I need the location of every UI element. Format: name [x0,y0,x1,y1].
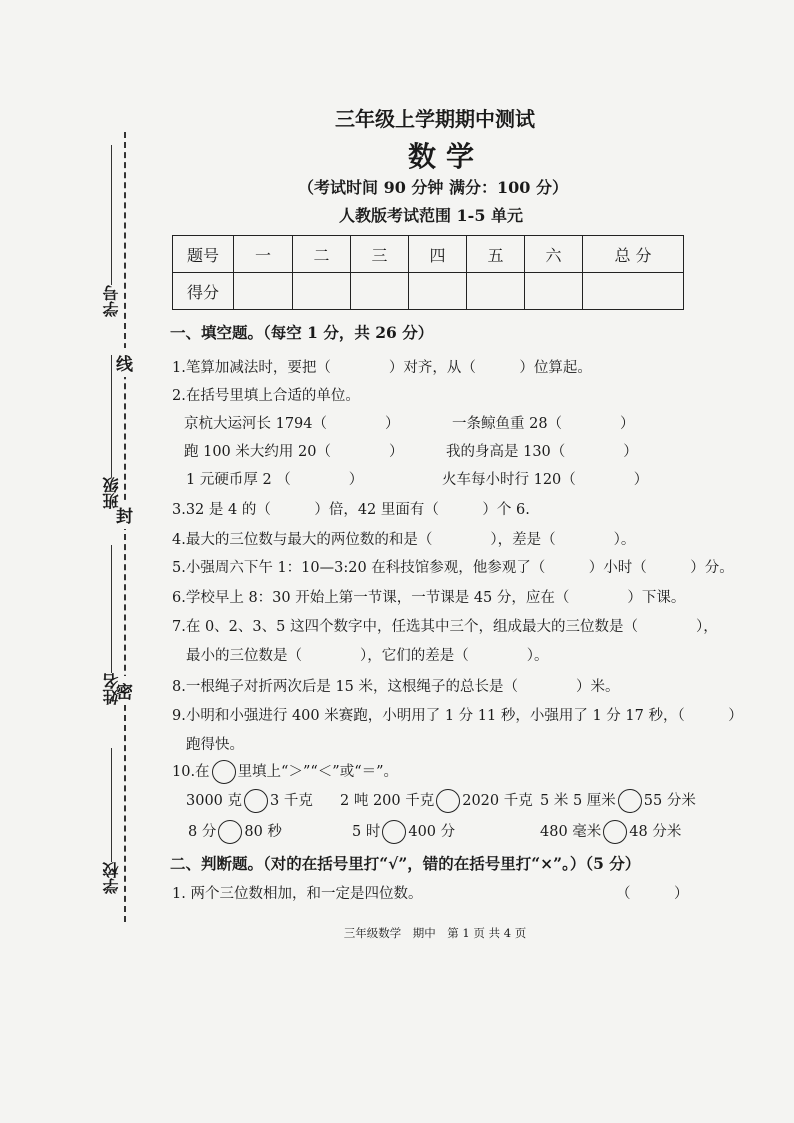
compare-item-5 [352,820,455,844]
compare-item-1-answer-circle[interactable] [244,789,268,813]
compare-item-5-left: 5 时 [352,824,381,840]
score-table-col-total: 总 分 [583,236,684,273]
score-cell-3[interactable] [351,273,409,310]
score-table-col-4: 四 [409,236,467,273]
student-number-label: 学号 [101,285,121,317]
compare-item-3-left: 5 米 5 厘米 [540,793,616,809]
question-1-2-item-2[interactable]: 一条鲸鱼重 28（ ） [452,416,635,432]
compare-item-2-answer-circle[interactable] [436,789,460,813]
score-table-header-row [173,236,684,273]
question-1-3[interactable]: 3.32 是 4 的（ ）倍，42 里面有（ ）个 6. [172,502,530,518]
student-name-field [88,545,134,705]
question-1-2-item-5[interactable]: 1 元硬币厚 2 （ ） [186,472,364,488]
question-1-5[interactable]: 5.小强周六下午 1：10—3:20 在科技馆参观，他参观了（ ）小时（ ）分。 [172,560,734,576]
exam-info: （考试时间 90 分钟 满分：100 分） [298,178,568,197]
question-1-2-item-3[interactable]: 跑 100 米大约用 20（ ） [184,444,404,460]
score-cell-5[interactable] [467,273,525,310]
score-table-col-2: 二 [293,236,351,273]
compare-circle-icon [212,760,236,784]
seal-mark-feng: 封 [116,500,133,529]
question-2-1: 1. 两个三位数相加，和一定是四位数。 [172,886,423,902]
school-line[interactable] [111,748,112,862]
question-1-7-line-2[interactable]: 最小的三位数是（ ），它们的差是（ ）。 [186,648,549,664]
subject-title: 数学 [407,140,484,173]
score-cell-2[interactable] [293,273,351,310]
question-1-10 [172,760,398,784]
page-footer: 三年级数学 期中 第 1 页 共 4 页 [343,926,527,940]
compare-item-4 [188,820,282,844]
question-1-8[interactable]: 8.一根绳子对折两次后是 15 米，这根绳子的总长是（ ）米。 [172,679,620,695]
score-table [172,235,684,310]
question-1-1[interactable]: 1.笔算加减法时，要把（ ）对齐，从（ ）位算起。 [172,360,592,376]
score-table-col-5: 五 [467,236,525,273]
question-1-10-instruction: 里填上“＞”“＜”或“＝”。 [237,764,399,780]
class-field [88,355,134,509]
score-cell-6[interactable] [525,273,583,310]
student-name-line[interactable] [111,545,112,673]
seal-mark-xian: 线 [116,348,133,377]
question-2-1-answer-blank[interactable]: （ ） [616,886,689,902]
score-cell-4[interactable] [409,273,467,310]
question-1-7-line-1[interactable]: 7.在 0、2、3、5 这四个数字中，任选其中三个，组成最大的三位数是（ ）， [172,619,718,635]
compare-item-3-answer-circle[interactable] [618,789,642,813]
student-name-label: 姓名 [101,673,121,705]
school-field [88,748,134,894]
compare-item-4-answer-circle[interactable] [218,820,242,844]
compare-item-2-left: 2 吨 200 千克 [340,793,435,809]
compare-item-5-right: 400 分 [408,824,456,840]
compare-item-1 [186,789,313,813]
score-cell-1[interactable] [234,273,293,310]
question-1-2-item-6[interactable]: 火车每小时行 120（ ） [442,472,649,488]
seal-mark-mi: 密 [116,676,133,705]
compare-item-4-right: 80 秒 [244,824,282,840]
question-1-4[interactable]: 4.最大的三位数与最大的两位数的和是（ ），差是（ ）。 [172,532,636,548]
question-1-2-item-4[interactable]: 我的身高是 130（ ） [446,444,638,460]
compare-item-4-left: 8 分 [188,824,217,840]
compare-item-6 [540,820,681,844]
compare-item-6-left: 480 毫米 [540,824,602,840]
question-1-9-line-1[interactable]: 9.小明和小强进行 400 米赛跑，小明用了 1 分 11 秒，小强用了 1 分 17 秒，（ ） [172,708,743,724]
section-1-heading: 一、填空题。（每空 1 分，共 26 分） [170,323,434,342]
school-label: 学校 [101,862,121,894]
compare-item-2 [340,789,533,813]
section-2-heading: 二、判断题。（对的在括号里打“√”，错的在括号里打“×”。）（5 分） [170,854,641,873]
score-table-col-3: 三 [351,236,409,273]
class-label: 班级 [101,477,121,509]
compare-item-3 [540,789,696,813]
compare-item-5-answer-circle[interactable] [382,820,406,844]
score-table-row-head: 题号 [173,236,234,273]
compare-item-1-left: 3000 克 [186,793,243,809]
exam-scope: 人教版考试范围 1-5 单元 [338,206,524,225]
compare-item-2-right: 2020 千克 [462,793,533,809]
question-1-2-item-1[interactable]: 京杭大运河长 1794（ ） [184,416,400,432]
question-1-6[interactable]: 6.学校早上 8：30 开始上第一节课，一节课是 45 分，应在（ ）下课。 [172,590,686,606]
question-1-9-line-2: 跑得快。 [186,737,244,753]
score-table-score-head: 得分 [173,273,234,310]
compare-item-6-answer-circle[interactable] [603,820,627,844]
compare-item-6-right: 48 分米 [629,824,682,840]
question-1-10-prefix: 10.在 [172,764,210,780]
score-table-col-6: 六 [525,236,583,273]
question-1-2: 2.在括号里填上合适的单位。 [172,388,360,404]
compare-item-3-right: 55 分米 [643,793,696,809]
exam-title: 三年级上学期期中测试 [335,107,535,131]
score-table-col-1: 一 [234,236,293,273]
compare-item-1-right: 3 千克 [270,793,313,809]
class-line[interactable] [111,355,112,477]
score-cell-total[interactable] [583,273,684,310]
score-table-score-row [173,273,684,310]
